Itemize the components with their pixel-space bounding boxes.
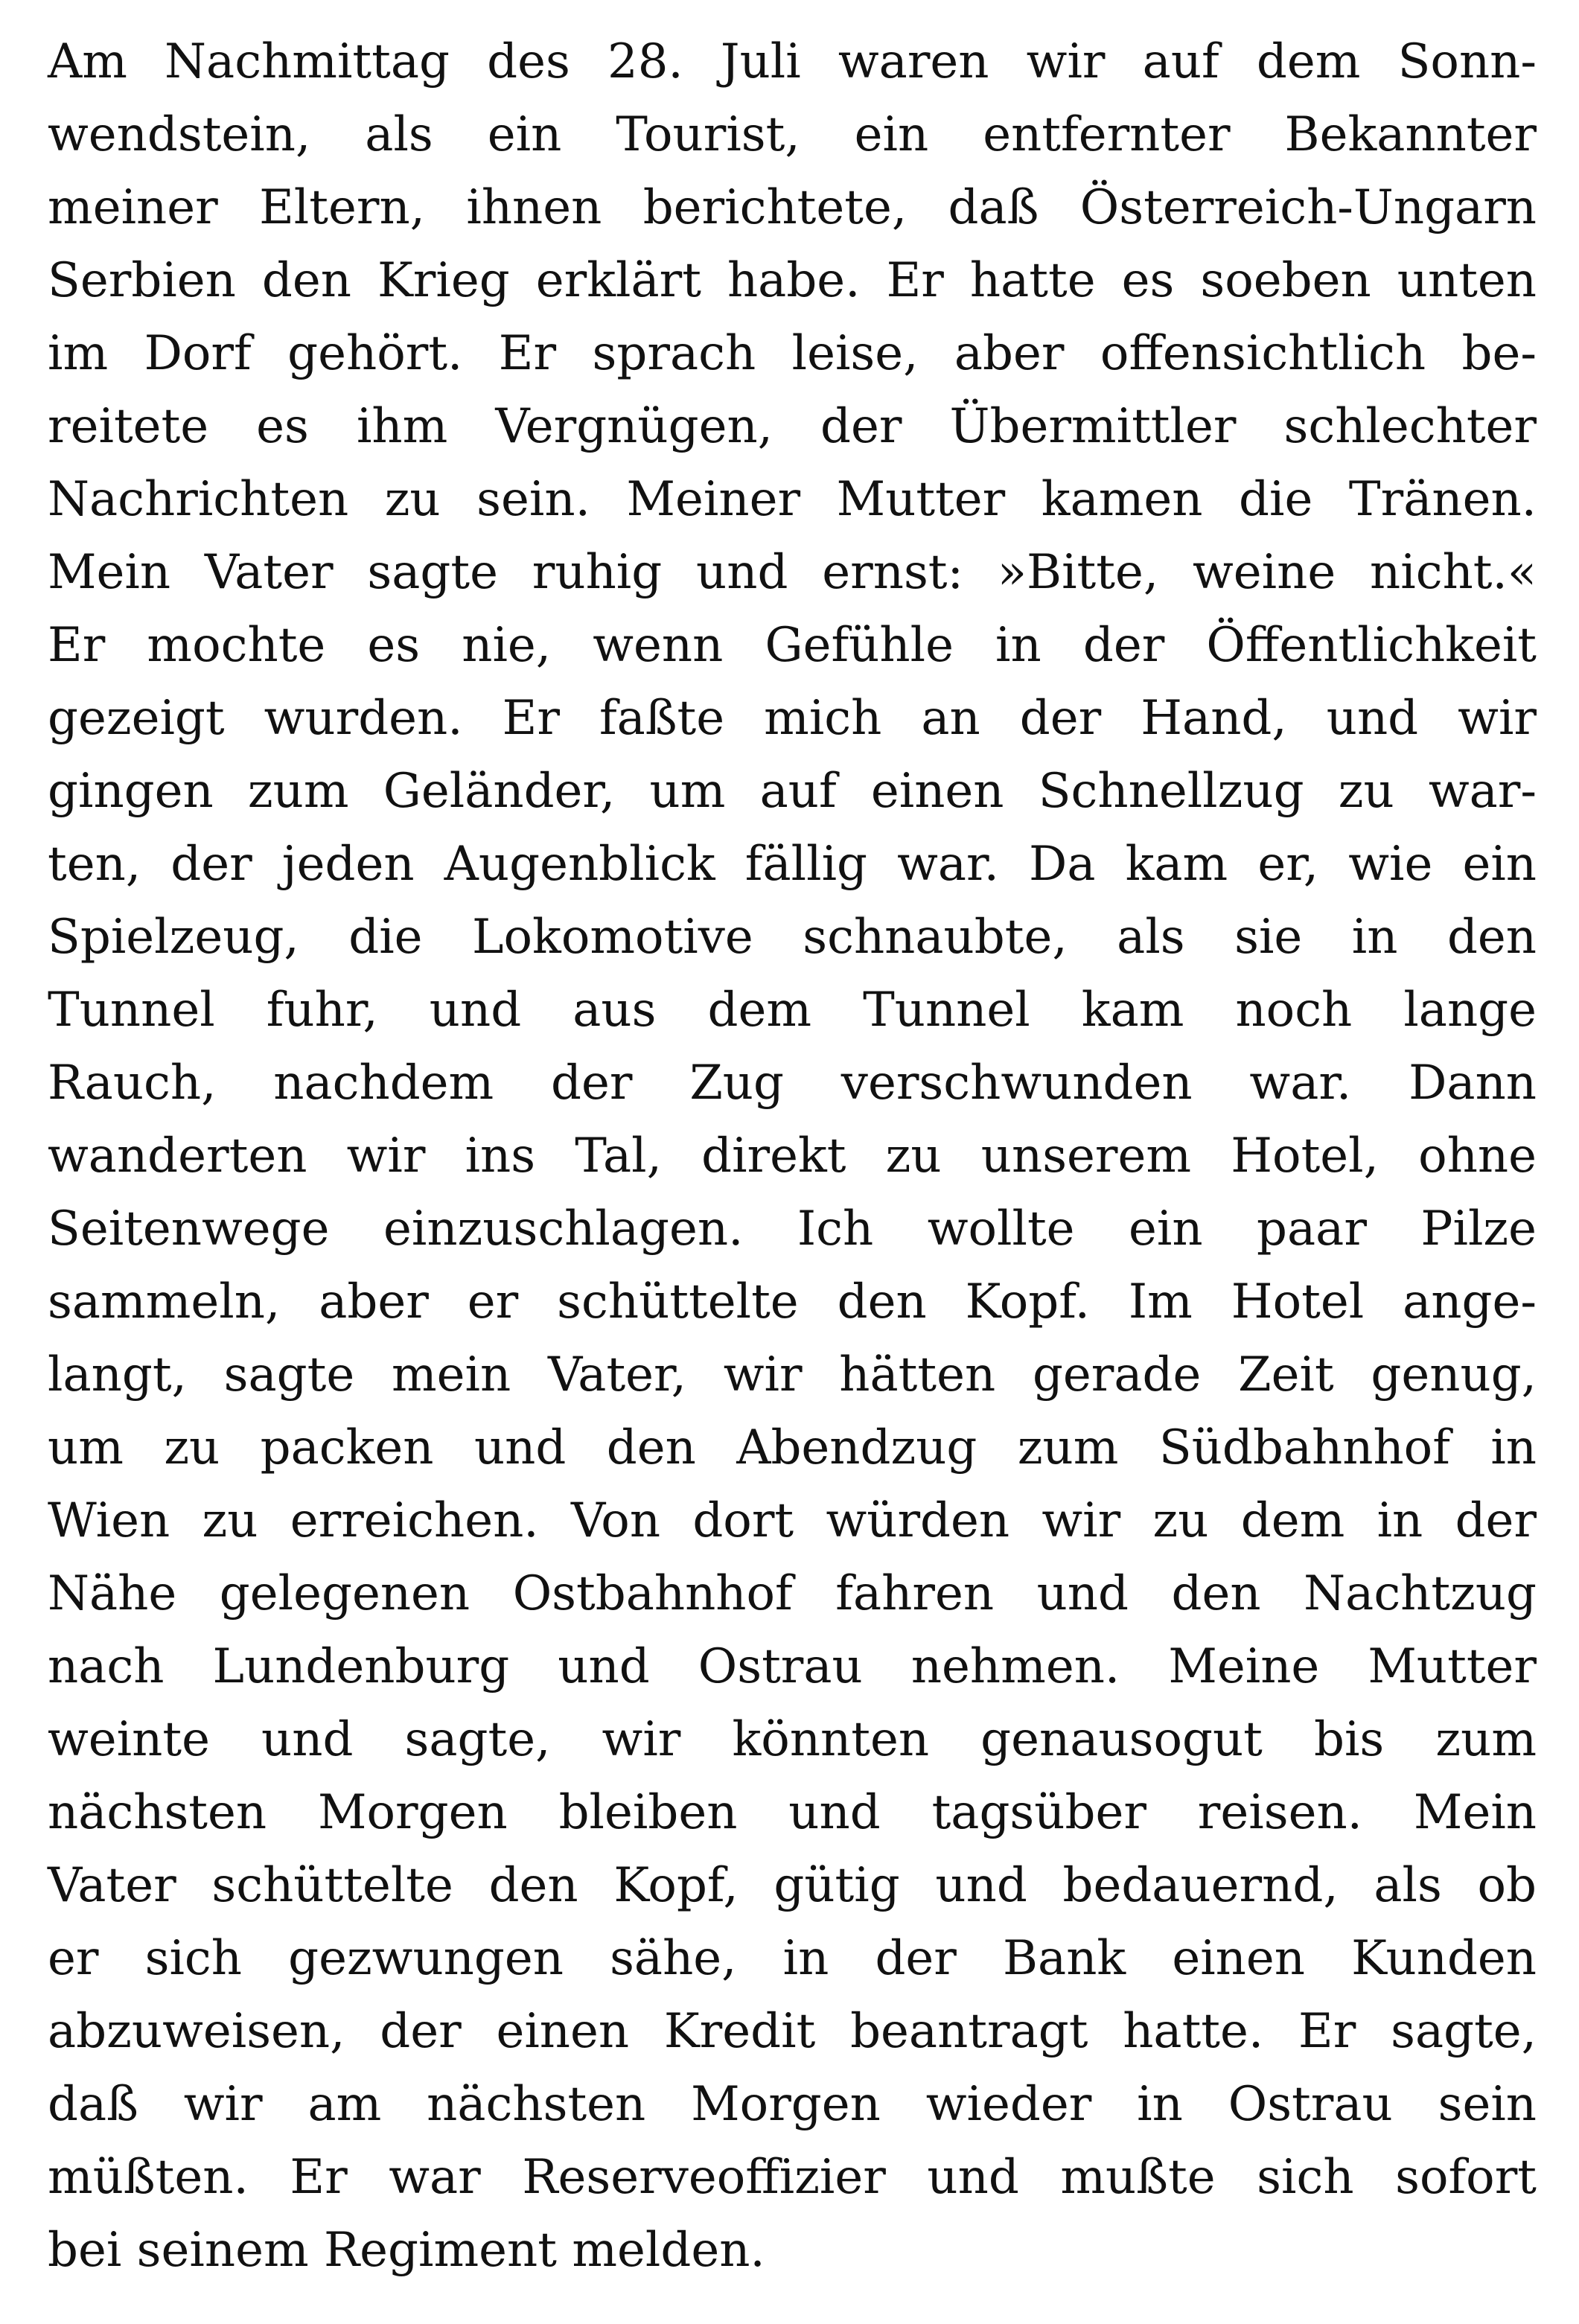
text-line: Serbien den Krieg erklärt habe. Er hatte es soeben unten xyxy=(48,253,1537,308)
text-line: Spielzeug, die Lokomotive schnaubte, als sie in den xyxy=(48,910,1537,965)
text-line: wendstein, als ein Tourist, ein entfernter Bekannter xyxy=(48,107,1537,162)
text-line: Tunnel fuhr, und aus dem Tunnel kam noch lange xyxy=(48,983,1537,1038)
text-line: wanderten wir ins Tal, direkt zu unserem Hotel, ohne xyxy=(48,1129,1537,1184)
text-line: nächsten Morgen bleiben und tagsüber reisen. Mein xyxy=(48,1785,1537,1840)
text-line: reitete es ihm Vergnügen, der Übermittler schlechter xyxy=(48,399,1537,454)
text-line: Seitenwege einzuschlagen. Ich wollte ein paar Pilze xyxy=(48,1201,1537,1257)
text-line: langt, sagte mein Vater, wir hätten gerade Zeit genug, xyxy=(48,1347,1537,1402)
text-line: Vater schüttelte den Kopf, gütig und bedauernd, als ob xyxy=(48,1858,1537,1913)
text-line: sammeln, aber er schüttelte den Kopf. Im Hotel ange- xyxy=(48,1274,1537,1329)
text-line-last: bei seinem Regiment melden. xyxy=(48,2223,765,2278)
text-line: Nähe gelegenen Ostbahnhof fahren und den Nachtzug xyxy=(48,1566,1537,1621)
text-line: gingen zum Geländer, um auf einen Schnellzug zu war- xyxy=(48,764,1537,819)
text-line: nach Lundenburg und Ostrau nehmen. Meine Mutter xyxy=(48,1639,1537,1694)
text-line: abzuweisen, der einen Kredit beantragt hatte. Er sagte, xyxy=(48,2004,1537,2059)
text-line: gezeigt wurden. Er faßte mich an der Hand, und wir xyxy=(48,691,1537,746)
text-line: meiner Eltern, ihnen berichtete, daß Österreich-Ungarn xyxy=(48,180,1537,235)
text-line: Er mochte es nie, wenn Gefühle in der Öffentlichkeit xyxy=(48,618,1537,673)
text-line: Rauch, nachdem der Zug verschwunden war. Dann xyxy=(48,1056,1537,1111)
text-line: Am Nachmittag des 28. Juli waren wir auf dem Sonn- xyxy=(48,34,1537,89)
text-line: müßten. Er war Reserveoffizier und mußte sich sofort xyxy=(48,2150,1537,2205)
text-line: weinte und sagte, wir könnten genausogut bis zum xyxy=(48,1712,1537,1767)
text-line: daß wir am nächsten Morgen wieder in Ostrau sein xyxy=(48,2077,1537,2132)
text-line: ten, der jeden Augenblick fällig war. Da kam er, wie ein xyxy=(48,837,1537,892)
text-line: um zu packen und den Abendzug zum Südbahnhof in xyxy=(48,1420,1537,1475)
text-line: Wien zu erreichen. Von dort würden wir zu dem in der xyxy=(48,1493,1537,1548)
text-line: im Dorf gehört. Er sprach leise, aber offensichtlich be- xyxy=(48,326,1537,381)
text-line: er sich gezwungen sähe, in der Bank einen Kunden xyxy=(48,1931,1537,1986)
text-line: Nachrichten zu sein. Meiner Mutter kamen die Tränen. xyxy=(48,472,1537,527)
text-page xyxy=(48,18,1537,2311)
text-line: Mein Vater sagte ruhig und ernst: »Bitte, weine nicht.« xyxy=(48,545,1537,600)
